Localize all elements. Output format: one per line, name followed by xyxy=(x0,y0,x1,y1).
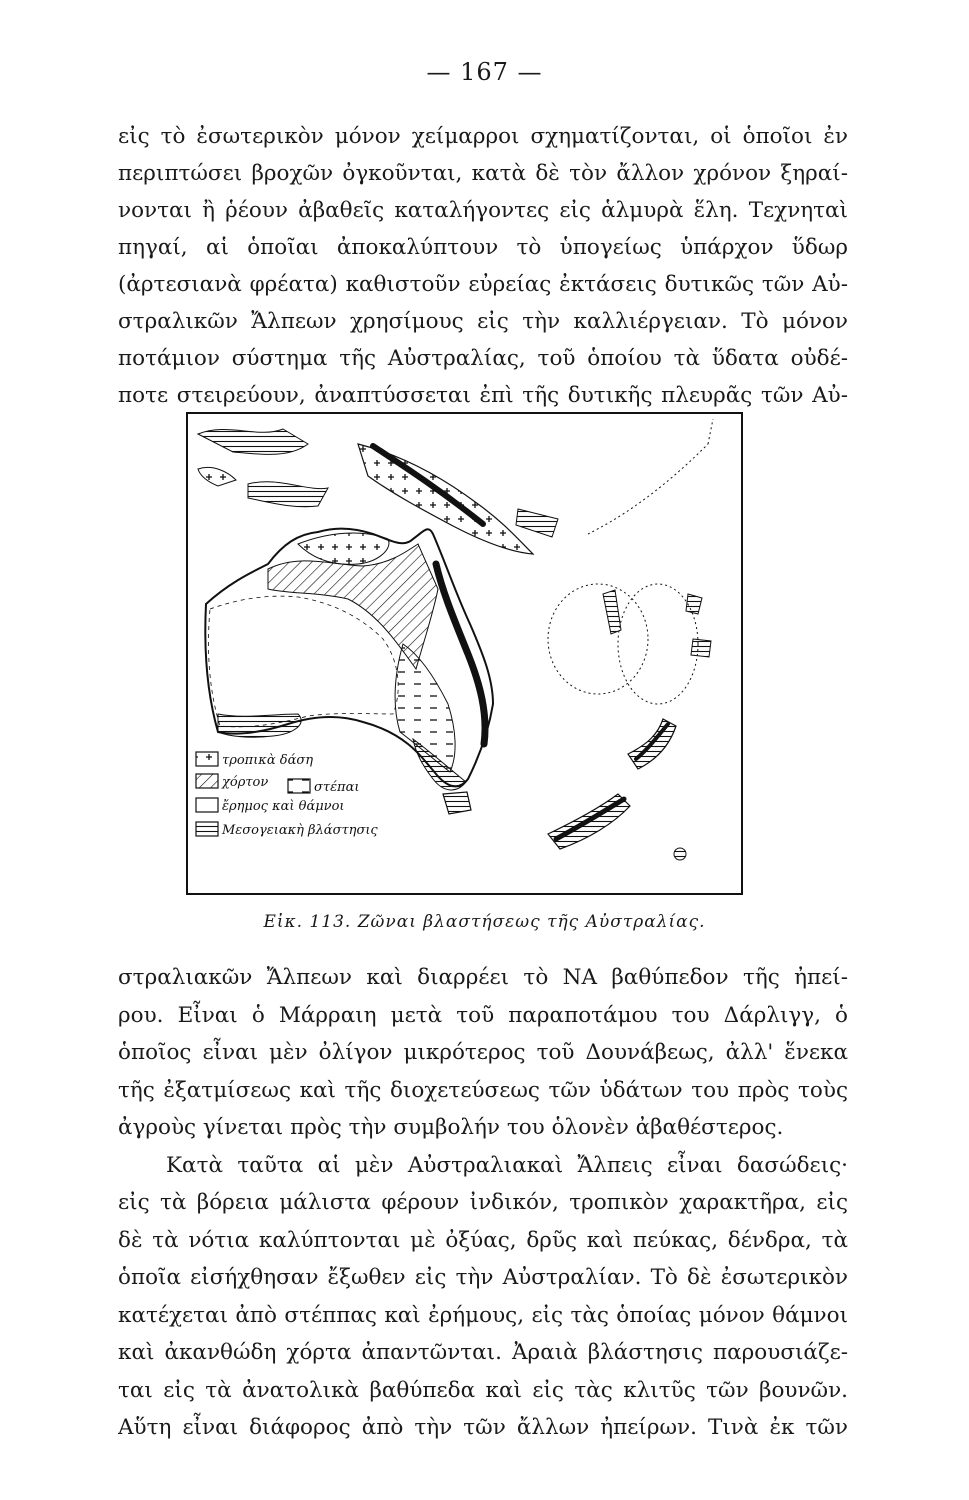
pacific-outline xyxy=(588,419,713,534)
text-line: ρου. Εἶναι ὁ Μάρραιη μετὰ τοῦ παραποτάμου του Δάρλιγγ, ὁ xyxy=(118,1002,848,1028)
pacific-islands xyxy=(516,509,558,537)
australia-vegetation-map xyxy=(188,414,741,893)
text-line: περιπτώσει βροχῶν ὀγκοῦνται, κατὰ δὲ τὸν ἄλλον χρόνον ξηραί- xyxy=(118,161,848,186)
indonesia-islands xyxy=(248,482,328,507)
zone-mediterranean xyxy=(218,714,301,737)
text-line: εἰς τὰ βόρεια μάλιστα φέρουν ἰνδικόν, τροπικὸν χαρακτῆρα, εἰς xyxy=(118,1190,848,1215)
text-line: ποτε στειρεύουν, ἀναπτύσσεται ἐπὶ τῆς δυτικῆς πλευρᾶς τῶν Αὐ- xyxy=(118,383,848,408)
small-island xyxy=(674,848,686,860)
text-line: εἰς τὸ ἐσωτερικὸν μόνον χείμαρροι σχηματίζονται, οἱ ὁποῖοι ἐν xyxy=(118,124,848,149)
map-legend xyxy=(196,752,378,838)
legend-label-tropical-forest: τροπικὰ δάση xyxy=(222,753,314,768)
text-line: ὁποῖος εἶναι μὲν ὀλίγον μικρότερος τοῦ Δουνάβεως, ἀλλ' ἕνεκα xyxy=(118,1040,848,1065)
indonesia-islands xyxy=(198,429,308,454)
pacific-outline xyxy=(548,584,648,694)
figure-caption: Εἰκ. 113. Ζῶναι βλαστήσεως τῆς Αὐστραλίας. xyxy=(263,912,706,932)
text-line: (ἀρτεσιανὰ φρέατα) καθιστοῦν εὐρείας ἐκτάσεις δυτικῶς τῶν Αὐ- xyxy=(118,272,848,297)
page-number: — 167 — xyxy=(426,58,543,86)
text-line: δὲ τὰ νότια καλύπτονται μὲ ὀξύας, δρῦς καὶ πεύκας, δένδρα, τὰ xyxy=(118,1227,848,1253)
tasmania xyxy=(443,792,471,814)
legend-label-mediterranean: Μεσογειακὴ βλάστησις xyxy=(222,823,378,838)
text-line: ποτάμιον σύστημα τῆς Αὐστραλίας, τοῦ ὁποίου τὰ ὕδατα οὐδέ- xyxy=(118,346,848,371)
legend-label-grassland: χόρτον xyxy=(222,775,269,790)
text-line: τῆς ἐξατμίσεως καὶ τῆς διοχετεύσεως τῶν ὑδάτων του πρὸς τοὺς xyxy=(118,1077,848,1103)
text-line: πηγαί, αἱ ὁποῖαι ἀποκαλύπτουν τὸ ὑπογείως ὑπάρχον ὕδωρ xyxy=(118,235,848,260)
text-line: νονται ἢ ῥέουν ἀβαθεῖς καταλήγοντες εἰς ἁλμυρὰ ἕλη. Τεχνηταὶ xyxy=(118,198,848,223)
text-line: ται εἰς τὰ ἀνατολικὰ βαθύπεδα καὶ εἰς τὰς κλιτῦς τῶν βουνῶν. xyxy=(118,1377,848,1403)
legend-label-desert: ἔρημος καὶ θάμνοι xyxy=(222,799,345,814)
text-line: καὶ ἀκανθώδη χόρτα ἀπαντῶνται. Ἀραιὰ βλάστησις παρουσιάζε- xyxy=(118,1340,848,1365)
text-line: Αὕτη εἶναι διάφορος ἀπὸ τὴν τῶν ἄλλων ἠπείρων. Τινὰ ἐκ τῶν xyxy=(118,1415,848,1440)
top-paragraph xyxy=(118,118,848,414)
text-line: στραλικῶν Ἄλπεων χρησίμους εἰς τὴν καλλιέργειαν. Τὸ μόνον xyxy=(118,309,848,334)
pacific-islands xyxy=(691,639,711,657)
legend-label-steppe: στέπαι xyxy=(314,780,360,795)
vegetation-map-figure xyxy=(186,412,743,895)
text-line: στραλιακῶν Ἄλπεων καὶ διαρρέει τὸ ΝΑ βαθύπεδον τῆς ἠπεί- xyxy=(118,965,848,990)
indonesia-islands xyxy=(198,467,236,486)
pacific-islands xyxy=(686,594,702,614)
text-line: κατέχεται ἀπὸ στέππας καὶ ἐρήμους, εἰς τὰς ὁποίας μόνον θάμνοι xyxy=(118,1302,848,1328)
text-line: Κατὰ ταῦτα αἱ μὲν Αὐστραλιακαὶ Ἄλπεις εἶναι δασώδεις· xyxy=(166,1152,848,1178)
text-line: ὁποῖα εἰσήχθησαν ἔξωθεν εἰς τὴν Αὐστραλίαν. Τὸ δὲ ἐσωτερικὸν xyxy=(118,1265,848,1290)
text-line: ἀγροὺς γίνεται πρὸς τὴν συμβολήν του ὁλονὲν ἀβαθέστερος. xyxy=(118,1115,784,1140)
pacific-islands xyxy=(603,590,621,634)
bottom-paragraph xyxy=(118,959,848,1447)
pacific-outline xyxy=(618,584,698,704)
